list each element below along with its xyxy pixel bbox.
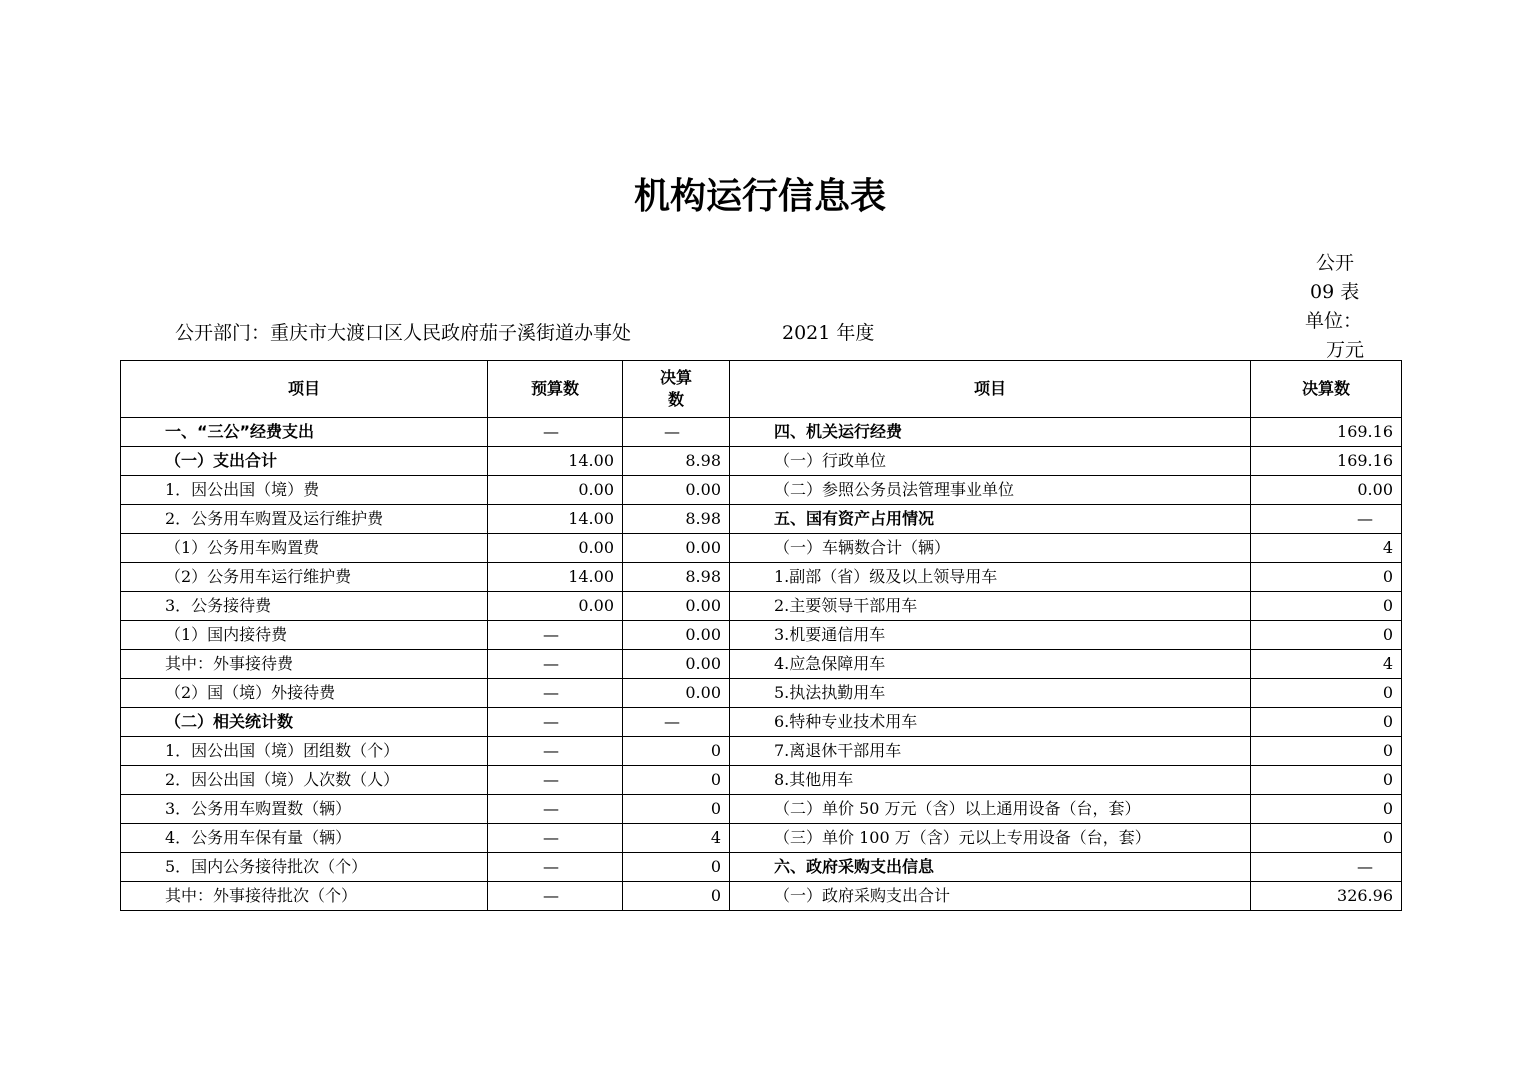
department-label: 公开部门：重庆市大渡口区人民政府茄子溪街道办事处 xyxy=(175,322,632,344)
row-final-right-value: 0 xyxy=(1251,824,1402,853)
row-budget-value: 0.00 xyxy=(488,592,623,621)
row-budget-value: — xyxy=(488,853,623,882)
table-row xyxy=(121,882,1402,911)
table-row xyxy=(121,563,1402,592)
row-final-value: 8.98 xyxy=(623,505,730,534)
table-row xyxy=(121,708,1402,737)
row-final-value: 0.00 xyxy=(623,476,730,505)
row-budget-value: 0.00 xyxy=(488,534,623,563)
row-budget-value: — xyxy=(488,766,623,795)
row-final-right-value: 0 xyxy=(1251,737,1402,766)
row-item-right: 3.机要通信用车 xyxy=(730,621,1251,650)
row-final-value: — xyxy=(623,708,730,737)
row-final-right-value: 169.16 xyxy=(1251,418,1402,447)
row-budget-value: — xyxy=(488,882,623,911)
row-budget-value: — xyxy=(488,679,623,708)
row-item-left: （二）相关统计数 xyxy=(121,708,488,737)
row-budget-value: — xyxy=(488,737,623,766)
table-row xyxy=(121,447,1402,476)
row-final-right-value: — xyxy=(1251,505,1402,534)
col-header-item-left: 项目 xyxy=(121,361,488,418)
row-final-value: 4 xyxy=(623,824,730,853)
row-final-right-value: 4 xyxy=(1251,534,1402,563)
table-row xyxy=(121,592,1402,621)
table-row xyxy=(121,737,1402,766)
row-final-value: 0.00 xyxy=(623,621,730,650)
table-row xyxy=(121,534,1402,563)
table-row xyxy=(121,824,1402,853)
row-final-right-value: 0 xyxy=(1251,679,1402,708)
col-header-final: 决算 数 xyxy=(623,361,730,418)
row-item-right: 6.特种专业技术用车 xyxy=(730,708,1251,737)
row-item-left: 一、“三公”经费支出 xyxy=(121,418,488,447)
row-item-left: （一）支出合计 xyxy=(121,447,488,476)
row-final-right-value: 0.00 xyxy=(1251,476,1402,505)
col-header-budget: 预算数 xyxy=(488,361,623,418)
row-item-left: 2．公务用车购置及运行维护费 xyxy=(121,505,488,534)
table-row xyxy=(121,650,1402,679)
row-item-left: 1．因公出国（境）费 xyxy=(121,476,488,505)
row-item-right: （三）单价 100 万（含）元以上专用设备（台，套） xyxy=(730,824,1251,853)
row-item-right: 四、机关运行经费 xyxy=(730,418,1251,447)
table-header-row xyxy=(121,361,1402,418)
row-final-value: 0.00 xyxy=(623,534,730,563)
row-item-right: （二）单价 50 万元（含）以上通用设备（台，套） xyxy=(730,795,1251,824)
row-final-value: 0.00 xyxy=(623,650,730,679)
row-item-left: （2）国（境）外接待费 xyxy=(121,679,488,708)
unit-value: 万元 xyxy=(1326,339,1365,361)
institution-operation-table xyxy=(120,360,1402,911)
row-final-value: — xyxy=(623,418,730,447)
row-final-right-value: 169.16 xyxy=(1251,447,1402,476)
row-item-right: （一）政府采购支出合计 xyxy=(730,882,1251,911)
row-final-value: 0 xyxy=(623,853,730,882)
table-row xyxy=(121,418,1402,447)
table-row xyxy=(121,621,1402,650)
row-final-right-value: 0 xyxy=(1251,592,1402,621)
col-header-item-right: 项目 xyxy=(730,361,1251,418)
row-budget-value: 0.00 xyxy=(488,476,623,505)
row-final-value: 0.00 xyxy=(623,592,730,621)
row-item-left: 2．因公出国（境）人次数（人） xyxy=(121,766,488,795)
row-budget-value: — xyxy=(488,708,623,737)
row-item-left: 4．公务用车保有量（辆） xyxy=(121,824,488,853)
row-final-value: 0 xyxy=(623,795,730,824)
row-item-right: 1.副部（省）级及以上领导用车 xyxy=(730,563,1251,592)
row-final-value: 8.98 xyxy=(623,447,730,476)
row-item-left: 1．因公出国（境）团组数（个） xyxy=(121,737,488,766)
row-item-right: （一）行政单位 xyxy=(730,447,1251,476)
row-item-left: 3．公务用车购置数（辆） xyxy=(121,795,488,824)
row-final-value: 0 xyxy=(623,766,730,795)
row-budget-value: 14.00 xyxy=(488,447,623,476)
table-row xyxy=(121,795,1402,824)
row-item-left: （1）国内接待费 xyxy=(121,621,488,650)
row-final-value: 8.98 xyxy=(623,563,730,592)
table-row xyxy=(121,679,1402,708)
col-header-final-right: 决算数 xyxy=(1251,361,1402,418)
row-budget-value: — xyxy=(488,650,623,679)
row-budget-value: — xyxy=(488,621,623,650)
row-item-left: 3．公务接待费 xyxy=(121,592,488,621)
row-item-left: 其中：外事接待费 xyxy=(121,650,488,679)
row-item-right: 五、国有资产占用情况 xyxy=(730,505,1251,534)
row-final-right-value: 0 xyxy=(1251,563,1402,592)
row-item-right: （二）参照公务员法管理事业单位 xyxy=(730,476,1251,505)
row-item-right: 5.执法执勤用车 xyxy=(730,679,1251,708)
row-final-right-value: 0 xyxy=(1251,795,1402,824)
row-item-left: 其中：外事接待批次（个） xyxy=(121,882,488,911)
row-item-left: （1）公务用车购置费 xyxy=(121,534,488,563)
table-row xyxy=(121,853,1402,882)
row-final-right-value: 4 xyxy=(1251,650,1402,679)
row-item-right: 4.应急保障用车 xyxy=(730,650,1251,679)
page-title: 机构运行信息表 xyxy=(633,176,886,217)
row-budget-value: 14.00 xyxy=(488,563,623,592)
row-budget-value: — xyxy=(488,418,623,447)
row-item-right: 六、政府采购支出信息 xyxy=(730,853,1251,882)
table-row xyxy=(121,476,1402,505)
row-final-value: 0 xyxy=(623,882,730,911)
table-row xyxy=(121,505,1402,534)
table-code-line2: 09 表 xyxy=(1310,281,1360,303)
unit-label: 单位： xyxy=(1305,310,1363,332)
row-item-right: 8.其他用车 xyxy=(730,766,1251,795)
row-final-value: 0 xyxy=(623,737,730,766)
row-final-right-value: 0 xyxy=(1251,766,1402,795)
row-budget-value: — xyxy=(488,824,623,853)
year-label: 2021 年度 xyxy=(782,322,875,344)
row-final-right-value: 326.96 xyxy=(1251,882,1402,911)
row-item-right: 7.离退休干部用车 xyxy=(730,737,1251,766)
row-final-right-value: 0 xyxy=(1251,708,1402,737)
table-code-line1: 公开 xyxy=(1316,252,1355,274)
row-budget-value: — xyxy=(488,795,623,824)
row-final-value: 0.00 xyxy=(623,679,730,708)
row-item-left: （2）公务用车运行维护费 xyxy=(121,563,488,592)
row-final-right-value: 0 xyxy=(1251,621,1402,650)
row-item-right: 2.主要领导干部用车 xyxy=(730,592,1251,621)
row-item-left: 5．国内公务接待批次（个） xyxy=(121,853,488,882)
row-budget-value: 14.00 xyxy=(488,505,623,534)
row-final-right-value: — xyxy=(1251,853,1402,882)
table-row xyxy=(121,766,1402,795)
row-item-right: （一）车辆数合计（辆） xyxy=(730,534,1251,563)
